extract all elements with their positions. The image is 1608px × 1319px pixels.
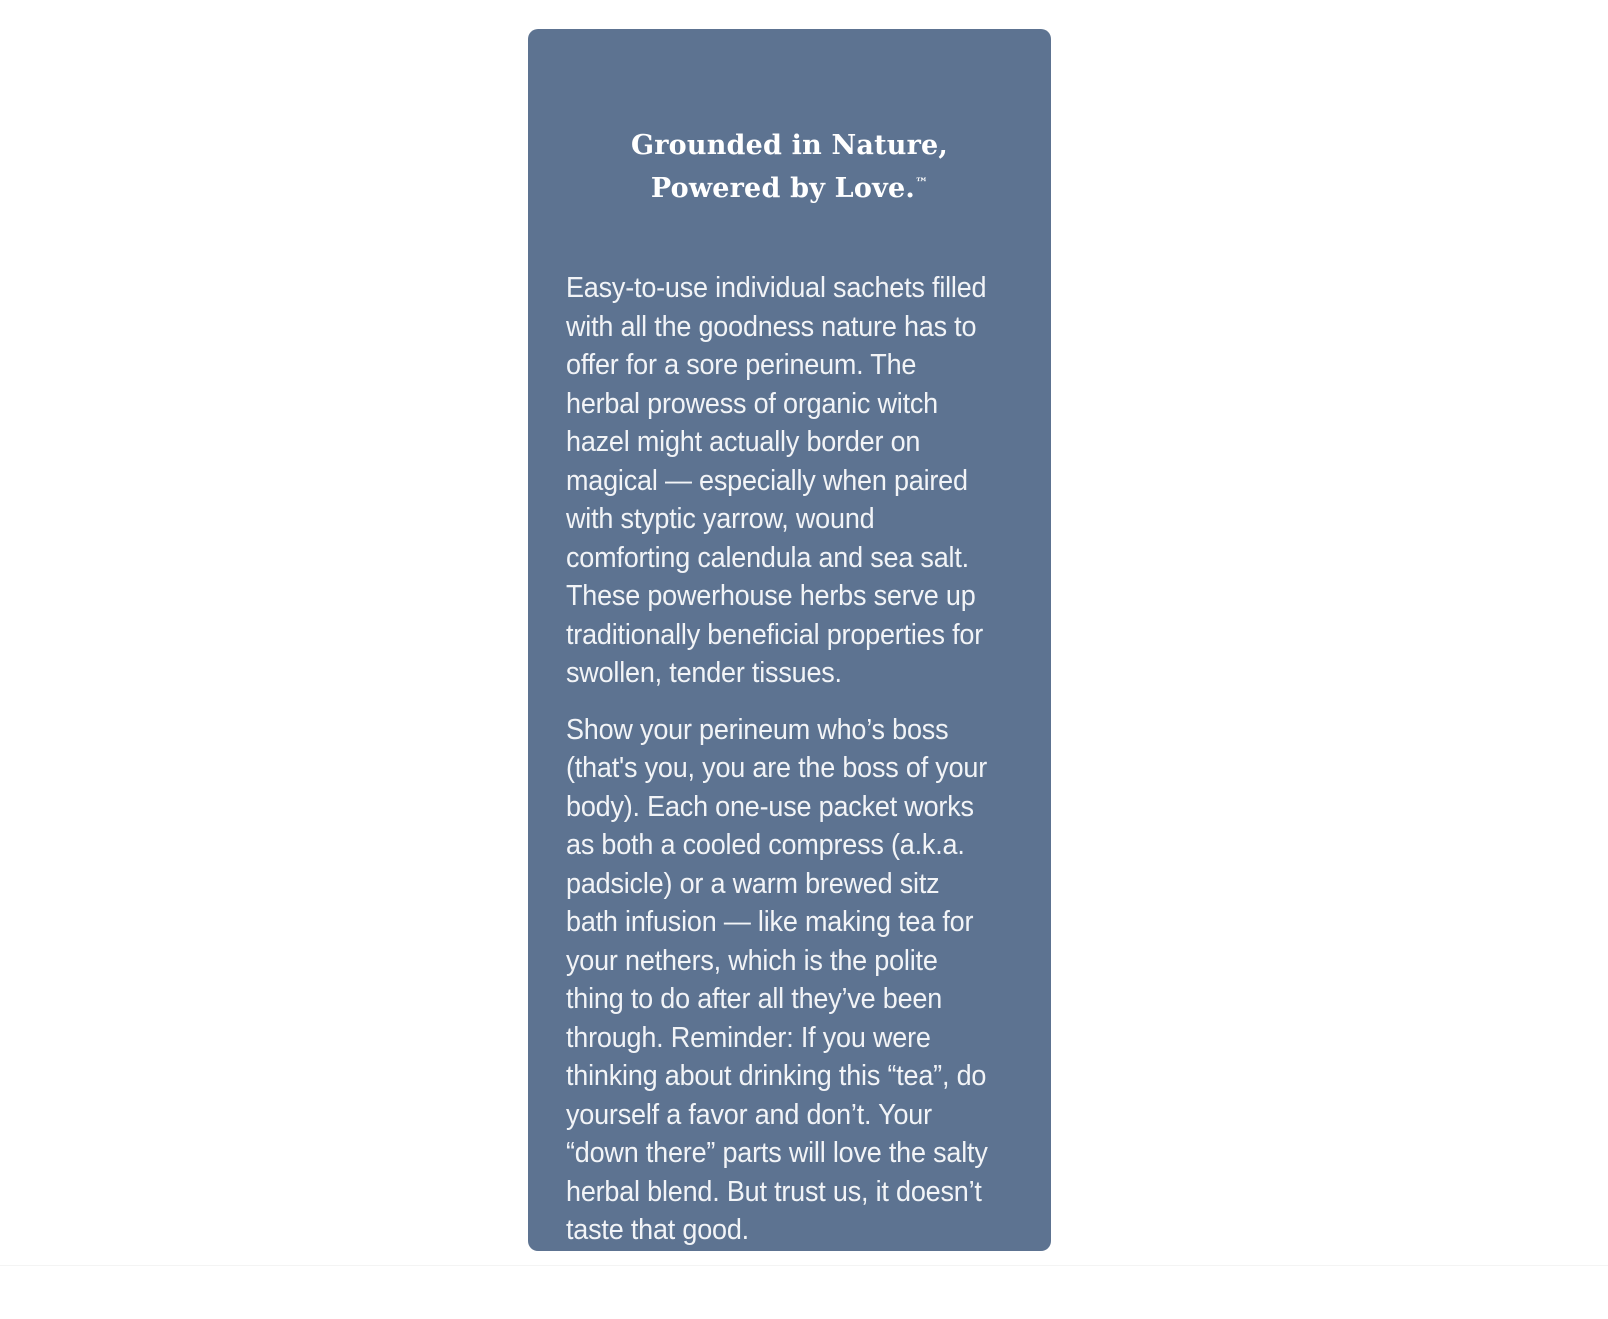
tagline-block	[528, 127, 1051, 208]
tagline-line-1: Grounded in Nature,	[630, 130, 949, 161]
trademark-symbol: ™	[914, 176, 929, 191]
body-paragraph-2: Show your perineum who’s boss (that's you, you are the boss of your body). Each one-use packet works as both a cooled compress (a.k.a. padsicle) or a warm brewed sitz bath infusion — like making tea for your nethers, which is the polite thing to do after all they’ve been through. Reminder: If you were thinking about drinking this “tea”, do yourself a favor and don’t. Your “down there” parts will love the salty herbal blend. But trust us, it doesn’t taste that good.	[566, 713, 988, 1246]
package-body-copy	[566, 269, 1026, 1250]
photo-bottom-strip	[0, 1265, 1608, 1319]
body-paragraph-1: Easy-to-use individual sachets filled with all the goodness nature has to offer for a sore perineum. The herbal prowess of organic witch hazel might actually border on magical — especially when paired with styptic yarrow, wound comforting calendula and sea salt. These powerhouse herbs serve up traditionally beneficial properties for swollen, tender tissues.	[566, 272, 987, 689]
tagline-line-2-text: Powered by Love.	[650, 173, 915, 204]
tagline-line-2	[528, 165, 1051, 208]
product-package-panel	[528, 29, 1051, 1251]
